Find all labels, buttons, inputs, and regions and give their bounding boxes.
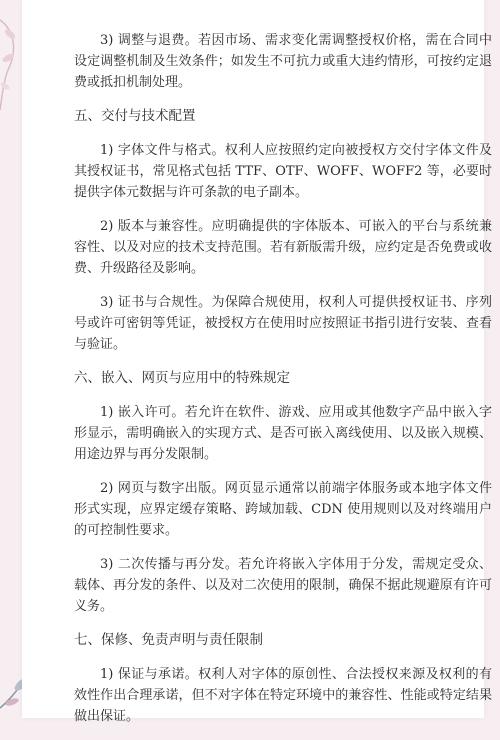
paragraph-certificate-compliance: 3) 证书与合规性。为保障合规使用，权利人可提供授权证书、序列号或许可密钥等凭证，被授权方在使用时应按照证书指引进行安装、查看与验证。 — [74, 295, 492, 352]
paragraph-adjustment-refund: 3) 调整与退费。若因市场、需求变化需调整授权价格，需在合同中设定调整机制及生效条件；如发生不可抗力或重大违约情形，可按约定退费或抵扣机制处理。 — [74, 33, 492, 90]
document-page — [22, 0, 492, 724]
paragraph-font-files-formats: 1) 字体文件与格式。权利人应按照约定向被授权方交付字体文件及其授权证书，常见格式包括 TTF、OTF、WOFF、WOFF2 等，必要时提供字体元数据与许可条款的电子副本。 — [74, 143, 492, 200]
document-body — [74, 30, 492, 740]
paragraph-embedding-license: 1) 嵌入许可。若允许在软件、游戏、应用或其他数字产品中嵌入字形显示，需明确嵌入的实现方式、是否可嵌入离线使用、以及嵌入规模、用途边界与再分发限制。 — [74, 405, 492, 462]
paragraph-version-compatibility: 2) 版本与兼容性。应明确提供的字体版本、可嵌入的平台与系统兼容性、以及对应的技术支持范围。若有新版需升级，应约定是否免费或收费、升级路径及影响。 — [74, 219, 492, 276]
paragraph-redistribution: 3) 二次传播与再分发。若允许将嵌入字体用于分发，需规定受众、载体、再分发的条件、以及对二次使用的限制，确保不据此规避原有许可义务。 — [74, 557, 492, 614]
section-heading-warranty: 七、保修、免责声明与责任限制 — [74, 632, 263, 648]
section-heading-embedding: 六、嵌入、网页与应用中的特殊规定 — [74, 370, 290, 386]
paragraph-web-digital-publishing: 2) 网页与数字出版。网页显示通常以前端字体服务或本地字体文件形式实现，应界定缓存策略、跨域加载、CDN 使用规则以及对终端用户的可控制性要求。 — [74, 481, 492, 538]
section-heading-delivery: 五、交付与技术配置 — [74, 108, 196, 124]
paragraph-warranty-commitment: 1) 保证与承诺。权利人对字体的原创性、合法授权来源及权利的有效性作出合理承诺，但不对字体在特定环境中的兼容性、性能或特定结果做出保证。 — [74, 667, 492, 724]
